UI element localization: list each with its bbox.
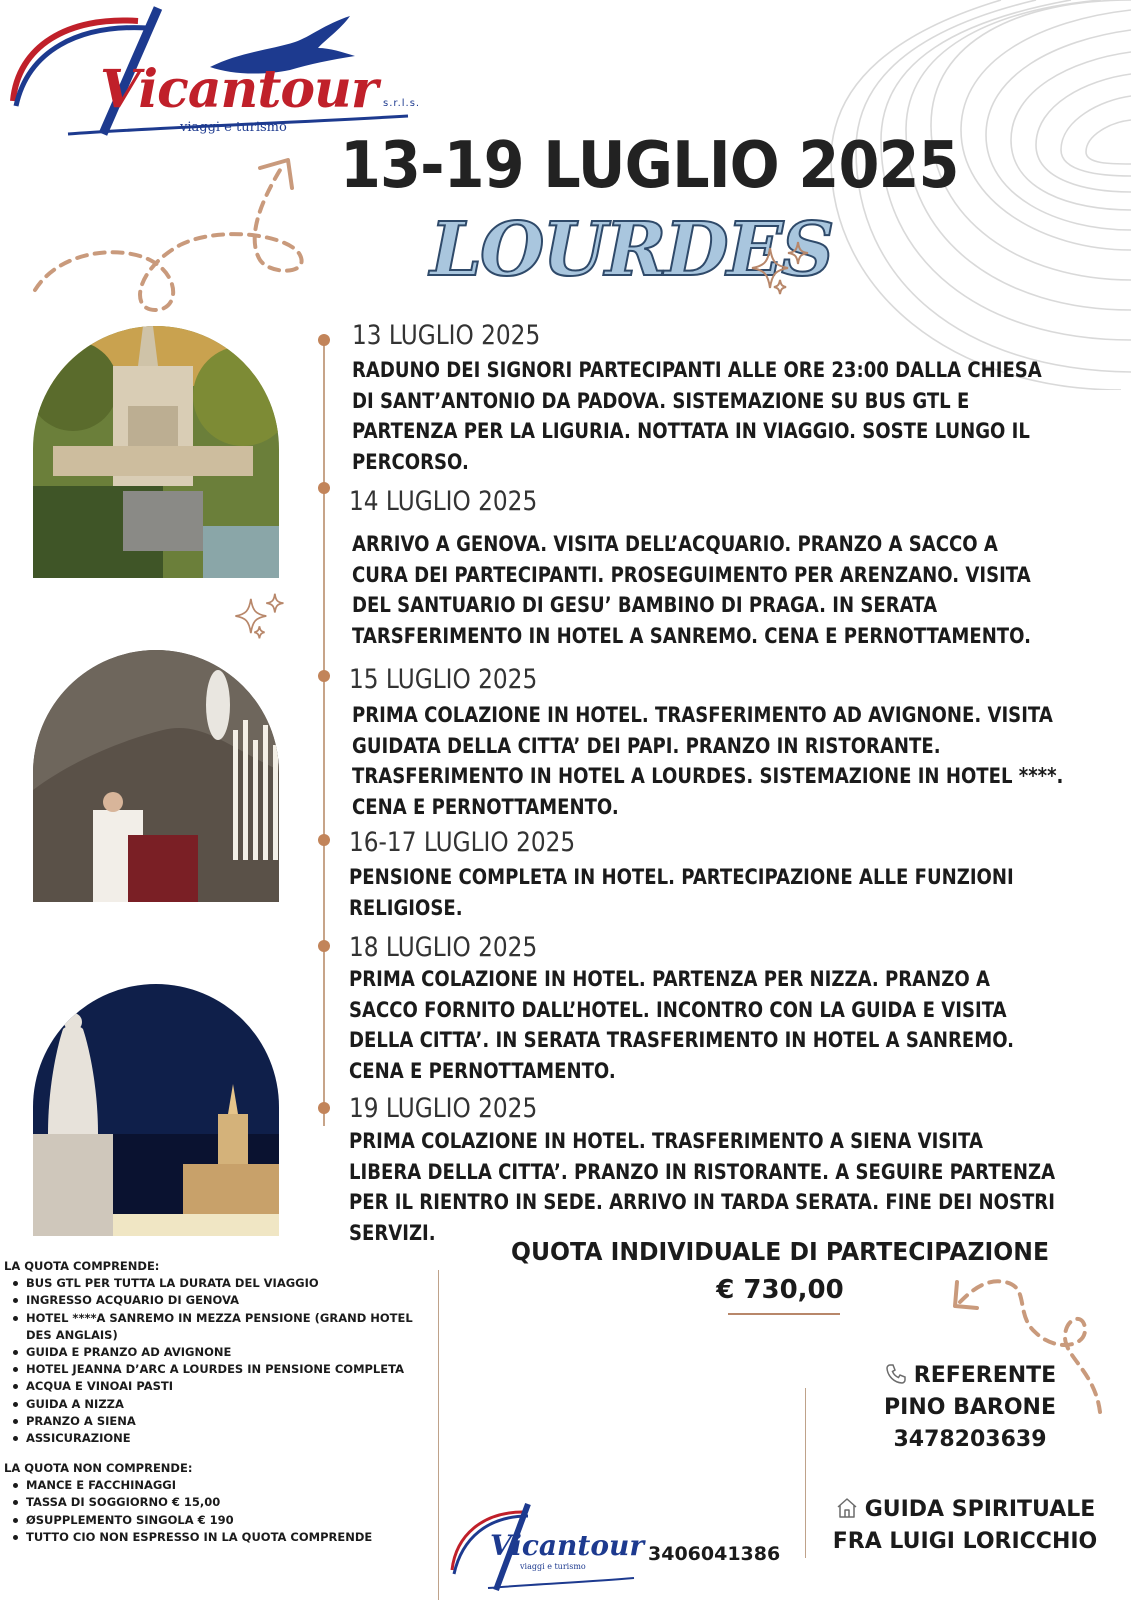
photo-grotto-massabielle [33,650,279,902]
day-2-date: 14 LUGLIO 2025 [349,486,538,517]
list-item: HOTEL ****A SANREMO IN MEZZA PENSIONE (GRAND HOTEL DES ANGLAIS) [4,1310,434,1344]
trip-dates-title: 13-19 LUGLIO 2025 [340,129,959,203]
quota-price: € 730,00 [716,1275,844,1305]
day-5-description: PRIMA COLAZIONE IN HOTEL. PARTENZA PER NIZZA. PRANZO A SACCO FORNITO DALL’HOTEL. INCONTRO CON LA GUIDA E VISITA DELLA CITTA’. IN SERATA TRASFERIMENTO IN HOTEL A SANREMO. CENA E PERNOTTAMENTO. [349,967,1015,1083]
vicantour-logo-small [448,1500,645,1595]
referent-phone[interactable]: 3478203639 [893,1427,1047,1452]
day-6-date: 19 LUGLIO 2025 [349,1093,538,1124]
guide-name: FRA LUIGI LORICCHIO [832,1529,1098,1554]
day-4-description: PENSIONE COMPLETA IN HOTEL. PARTECIPAZIONE ALLE FUNZIONI RELIGIOSE. [349,865,1014,920]
sparkle-icon [232,588,292,644]
day-1-date: 13 LUGLIO 2025 [352,320,541,351]
list-item: GUIDA E PRANZO AD AVIGNONE [4,1344,434,1361]
day-3-date: 15 LUGLIO 2025 [349,664,538,695]
referent-name: PINO BARONE [884,1395,1056,1420]
includes-title: LA QUOTA COMPRENDE: [4,1259,160,1273]
list-item: PRANZO A SIENA [4,1413,434,1430]
timeline-line [323,336,325,1126]
sparkle-icon [748,238,818,298]
list-item: ASSICURAZIONE [4,1430,434,1447]
brand-tagline: viaggi e turismo [520,1562,586,1571]
list-item: TASSA DI SOGGIORNO € 15,00 [4,1494,434,1511]
timeline-dot [318,334,330,346]
photo-madonna-statue-night [33,984,279,1236]
destination-title: LOURDES [430,207,833,293]
excludes-list [4,1477,434,1546]
day-1-description: RADUNO DEI SIGNORI PARTECIPANTI ALLE ORE 23:00 DALLA CHIESA DI SANT’ANTONIO DA PADOVA. SISTEMAZIONE SU BUS GTL E PARTENZA PER LA LIGURIA. NOTTATA IN VIAGGIO. SOSTE LUNGO IL PERCORSO. [352,358,1042,474]
vicantour-logo [8,6,428,136]
list-item: INGRESSO ACQUARIO DI GENOVA [4,1292,434,1309]
list-item: ACQUA E VINOAI PASTI [4,1378,434,1395]
quota-title: QUOTA INDIVIDUALE DI PARTECIPAZIONE [510,1237,1050,1266]
agency-phone[interactable]: 3406041386 [648,1543,781,1565]
day-2-description: ARRIVO A GENOVA. VISITA DELL’ACQUARIO. PRANZO A SACCO A CURA DEI PARTECIPANTI. PROSEGUIMENTO PER ARENZANO. VISITA DEL SANTUARIO DI GESU’ BAMBINO DI PRAGA. IN SERATA TARSFERIMENTO IN HOTEL A SANREMO. CENA E PERNOTTAMENTO. [352,532,1031,648]
list-item: MANCE E FACCHINAGGI [4,1477,434,1494]
excludes-title: LA QUOTA NON COMPRENDE: [4,1461,193,1475]
divider [805,1388,806,1558]
day-5-date: 18 LUGLIO 2025 [349,932,538,963]
timeline-dot [318,834,330,846]
includes-list [4,1275,434,1447]
photo-lourdes-basilica [33,326,279,578]
timeline-dot [318,940,330,952]
list-item: TUTTO CIO NON ESPRESSO IN LA QUOTA COMPRENDE [4,1529,434,1546]
brand-name: Vicantour [490,1529,645,1562]
day-6-description: PRIMA COLAZIONE IN HOTEL. TRASFERIMENTO A SIENA VISITA LIBERA DELLA CITTA’. PRANZO IN RISTORANTE. A SEGUIRE PARTENZA PER IL RIENTRO IN SEDE. ARRIVO IN TARDA SERATA. FINE DEI NOSTRI SERVIZI. [349,1129,1056,1245]
referent-label: REFERENTE [913,1363,1057,1388]
brand-suffix: s.r.l.s. [383,98,421,109]
day-4-date: 16-17 LUGLIO 2025 [349,827,576,858]
list-item: BUS GTL PER TUTTA LA DURATA DEL VIAGGIO [4,1275,434,1292]
timeline-dot [318,482,330,494]
home-icon [835,1496,859,1520]
list-item: HOTEL JEANNA D’ARC A LOURDES IN PENSIONE COMPLETA [4,1361,434,1378]
timeline-dot [318,670,330,682]
list-item: GUIDA A NIZZA [4,1396,434,1413]
guide-label: GUIDA SPIRITUALE [864,1497,1096,1522]
dashed-arrow-decoration [30,150,330,320]
divider [438,1270,439,1600]
brand-tagline: viaggi e turismo [180,120,287,135]
quota-includes [4,1258,434,1447]
phone-icon [884,1362,908,1386]
list-item: ØSUPPLEMENTO SINGOLA € 190 [4,1512,434,1529]
price-underline [728,1313,840,1315]
spiritual-guide [830,1494,1100,1558]
day-3-description: PRIMA COLAZIONE IN HOTEL. TRASFERIMENTO AD AVIGNONE. VISITA GUIDATA DELLA CITTA’ DEI PAPI. PRANZO IN RISTORANTE. TRASFERIMENTO IN HOTEL A LOURDES. SISTEMAZIONE IN HOTEL ****. CENA E PERNOTTAMENTO. [352,703,1064,819]
quota-excludes [4,1460,434,1546]
brand-name: Vicantour [100,59,378,120]
timeline-dot [318,1102,330,1114]
referent-contact [860,1360,1080,1456]
